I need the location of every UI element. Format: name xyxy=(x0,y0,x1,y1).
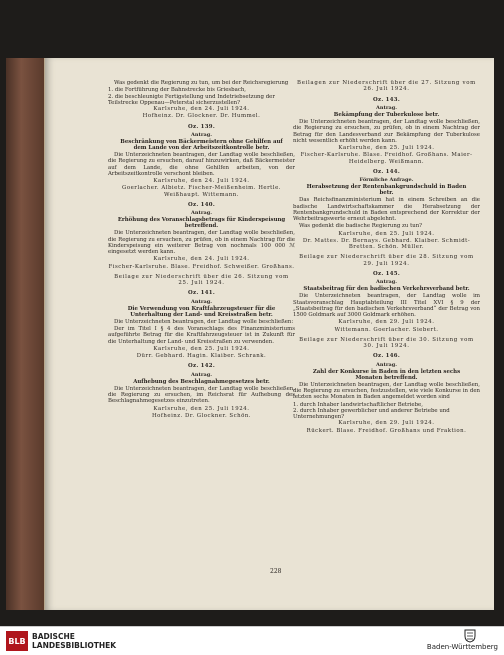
state-crest-icon xyxy=(462,629,478,643)
signatures: Goerlacher. Albietz. Fischer-Meißenheim. Hertle. Weißhaupt. Wittemann. xyxy=(122,185,281,198)
right-column xyxy=(293,80,480,435)
book-edge xyxy=(10,58,46,610)
section-number: Oz. 141. xyxy=(187,290,216,297)
section-type: Antrag. xyxy=(376,104,397,111)
intro-item-2: 2. die beschleunigte Fertigstellung und Indetriebsetzung der Teilstrecke Oppenau—Peterstal sicherzustellen? xyxy=(108,93,275,106)
section-title: Die Verwendung von Kraftfahrzeugsteuer für die Unterhaltung der Land- und Kreisstraßen betr. xyxy=(127,305,276,318)
section-type: Antrag. xyxy=(191,131,212,138)
page-number: 228 xyxy=(270,568,282,575)
list-item: 2. durch Inhaber gewerblicher und anderer Betriebe und Unternehmungen? xyxy=(293,407,450,420)
beilage-heading: Beilage zur Niederschrift über die 28. Sitzung vom 29. Juli 1924. xyxy=(299,254,474,267)
signatures: Fischer-Karlsruhe. Blase. Freidhof. Großhans. Maier-Heidelberg. Weißmann. xyxy=(300,152,473,165)
date-line: Karlsruhe, den 29. Juli 1924. xyxy=(338,420,435,427)
signatures: Fischer-Karlsruhe. Blase. Freidhof. Schweißer. Großhans. xyxy=(108,263,295,270)
signatures: Hofheinz. Dr. Glockner. Schön. xyxy=(151,412,252,419)
library-name-line-2: LANDESBIBLIOTHEK xyxy=(32,641,117,650)
signatures: Rückert. Blase. Freidhof. Großhans und Fraktion. xyxy=(306,427,467,434)
beilage-heading: Beilage zur Niederschrift über die 30. Sitzung vom 30. Juli 1924. xyxy=(299,336,474,349)
section-body: Die Unterzeichneten beantragen, der Landtag wolle beschließen, die Regierung zu ersuchen, zu prüfen, ob in einem Nachtrag für die Kinderspeisung ein weiterer Betrag von nochmals 100 000 ℳ eingesetzt werden kann. xyxy=(108,230,295,255)
section-number: Oz. 142. xyxy=(187,363,216,370)
section-body: Der im Titel I § 4 des Voranschlags des Finanzministeriums aufgeführte Betrag für die Kraftfahrzeugsteuer ist in Zukunft für die Unterhaltung der Land- und Kreisstraßen zu verwenden. xyxy=(108,326,295,345)
section-title: Beschränkung von Bäckermeistern ohne Gehilfen auf dem Lande von der Arbeitszeitkontrolle betr. xyxy=(120,139,283,151)
section-title: Zahl der Konkurse in Baden in den letzten sechs Monaten betreffend. xyxy=(312,368,461,381)
section-body: Was gedenkt die badische Regierung zu tun? xyxy=(299,223,423,230)
section-type: Förmliche Anfrage. xyxy=(359,177,414,183)
section-type: Antrag. xyxy=(191,210,212,216)
library-name xyxy=(32,632,116,650)
intro-text: Was gedenkt die Regierung zu tun, um bei der Reichsregierung xyxy=(114,80,289,86)
list-item: 1. durch Inhaber landwirtschaftlicher Betriebe, xyxy=(293,401,423,408)
section-number: Oz. 139. xyxy=(187,123,216,130)
section-body: Das Reichsfinanzministerium hat in einem Schreiben an die badische Landwirtschaftskammer die Herabsetzung der Rentenbankgrundschuld in Baden entsprechend der Korrektur der Wehrbeitragswerte erneut abgelehnt. xyxy=(293,197,480,222)
section-body: Die Unterzeichneten beantragen, der Landtag wolle beschließen, die Regierung zu ersuchen, zu prüfen, ob in einem Nachtrag der Betrag für den Landesverband zur Bekämpfung der Tuberkulose nicht wesentlich erhöht werden kann. xyxy=(293,119,480,144)
section-number: Oz. 140. xyxy=(187,201,216,208)
section-number: Oz. 144. xyxy=(372,168,401,175)
section-title: Aufhebung des Beschlagnahmegesetzes betr. xyxy=(133,378,270,385)
date-line: Karlsruhe, den 25. Juli 1924. xyxy=(153,345,250,352)
section-body: Die Unterzeichneten beantragen, der Landtag wolle beschließen: xyxy=(114,318,294,325)
date-line: Karlsruhe, den 29. Juli 1924. xyxy=(338,319,435,326)
section-type: Antrag. xyxy=(376,279,397,285)
section-type: Antrag. xyxy=(191,371,212,378)
signatures: Wittemann. Goerlacher. Siebert. xyxy=(334,326,439,333)
beilage-heading: Beilagen zur Niederschrift über die 27. Sitzung vom 26. Juli 1924. xyxy=(297,80,476,93)
signatures: Dürr. Gebhard. Hagin. Klaiber. Schrank. xyxy=(136,353,267,359)
section-body: Die Unterzeichneten beantragen, der Landtag wolle beschließen, die Regierung zu ersuchen, darauf hinzuwirken, daß Bäckermeister auf dem Lande, die ohne Gehilfen arbeiten, von der Arbeitszeitkontrolle verschont bleiben. xyxy=(108,152,295,177)
section-type: Antrag. xyxy=(376,361,397,368)
section-body: Die Unterzeichneten beantragen, der Landtag wolle im Staatsvoranschlag Hauptabteilung III Titel XVI § 9 der „Staatsbeitrag für den badischen Verkehrsverband“ der Betrag von 1500 Goldmark auf 3000 Goldmark erhöhen. xyxy=(293,293,480,318)
section-title: Staatsbeitrag für den badischen Verkehrsverband betr. xyxy=(303,286,470,293)
state-name: Baden-Württemberg xyxy=(426,643,498,651)
section-body: Die Unterzeichneten beantragen, der Landtag wolle beschließen, die Regierung zu ersuchen, im Reichsrat für Aufhebung des Beschlagnahmegesetzes einzutreten. xyxy=(108,385,295,405)
signatures: Dr. Mattes. Dr. Bernays. Gebhard. Klaiber. Schmidt-Bretten. Schön. Müller. xyxy=(302,237,471,250)
section-body: Die Unterzeichneten beantragen, der Landtag wolle beschließen, die Regierung zu ersuchen, festzustellen, wie viele Konkurse in den letzten sechs Monaten in Baden angemeldet worden sind xyxy=(293,381,480,401)
date-line: Karlsruhe, den 25. Juli 1924. xyxy=(153,405,250,412)
date-line: Karlsruhe, den 24. Juli 1924. xyxy=(153,178,250,184)
library-footer xyxy=(0,626,504,655)
library-name-line-1: BADISCHE xyxy=(32,632,75,641)
section-title: Bekämpfung der Tuberkulose betr. xyxy=(333,112,440,118)
section-title: Herabsetzung der Rentenbankgrundschuld in Baden betr. xyxy=(306,184,467,197)
signatures: Hofheinz. Dr. Glockner. Dr. Hummel. xyxy=(142,113,261,120)
section-number: Oz. 146. xyxy=(372,353,401,360)
blb-logo[interactable]: BLB xyxy=(6,631,28,651)
date-line: Karlsruhe, den 24. Juli 1924. xyxy=(153,256,250,263)
date-line: Karlsruhe, den 25. Juli 1924. xyxy=(338,145,435,151)
section-number: Oz. 145. xyxy=(372,270,401,277)
intro-item-1: 1. die Fortführung der Bahnstrecke bis Griesbach, xyxy=(108,87,247,94)
date-line: Karlsruhe, den 24. Juli 1924. xyxy=(153,106,250,112)
section-number: Oz. 143. xyxy=(372,96,401,103)
date-line: Karlsruhe, den 25. Juli 1924. xyxy=(338,230,435,237)
beilage-heading: Beilage zur Niederschrift über die 26. Sitzung vom 25. Juli 1924. xyxy=(114,273,289,286)
section-type: Antrag. xyxy=(191,298,212,305)
left-column xyxy=(108,80,295,420)
section-title: Erhöhung des Voranschlagsbetrags für Kinderspeisung betreffend. xyxy=(117,217,286,230)
